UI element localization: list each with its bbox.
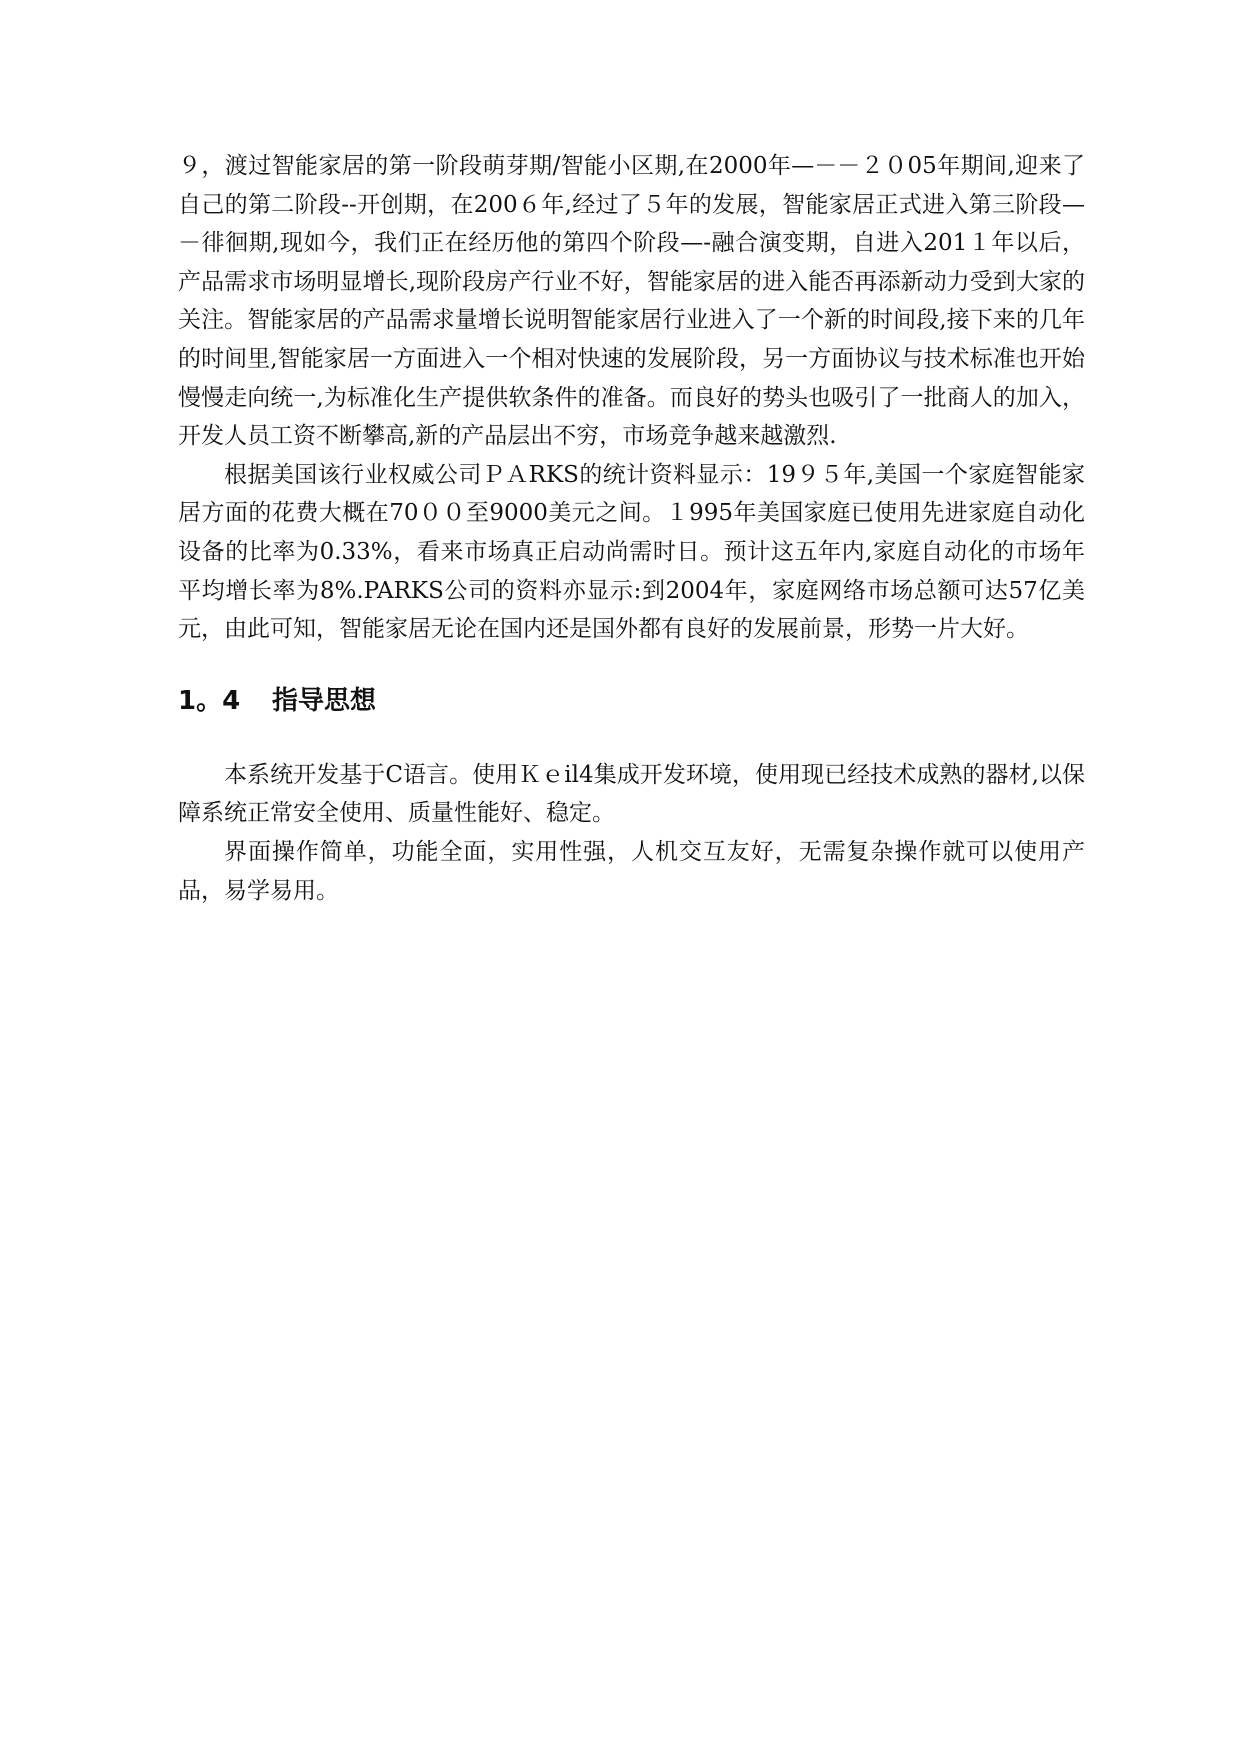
paragraph-interface-description: 界面操作简单，功能全面，实用性强，人机交互友好，无需复杂操作就可以使用产品，易学易用。 (178, 838, 1085, 904)
paragraph-development-basis: 本系统开发基于C语言。使用Ｋｅil4集成开发环境，使用现已经技术成熟的器材,以保障系统正常安全使用、质量性能好、稳定。 (178, 761, 1085, 827)
section-title: 指导思想 (272, 685, 377, 716)
paragraph-parks-statistics: 根据美国该行业权威公司ＰＡRKS的统计资料显示：19９５年,美国一个家庭智能家居方面的花费大概在70００至9000美元之间。１995年美国家庭已使用先进家庭自动化设备的比率为0.33%，看来市场真正启动尚需时日。预计这五年内,家庭自动化的市场年平均增长率为8%.PARKS公司的资料亦显示:到2004年，家庭网络市场总额可达57亿美元，由此可知，智能家居无论在国内还是国外都有良好的发展前景，形势一片大好。 (178, 461, 1085, 643)
paragraph-smart-home-history: ９，渡过智能家居的第一阶段萌芽期/智能小区期,在2000年—－－２０05年期间,迎来了自己的第二阶段--开创期，在200６年,经过了５年的发展，智能家居正式进入第三阶段—－徘徊期,现如今，我们正在经历他的第四个阶段—-融合演变期，自进入201１年以后，产品需求市场明显增长,现阶段房产行业不好，智能家居的进入能否再添新动力受到大家的关注。智能家居的产品需求量增长说明智能家居行业进入了一个新的时间段,接下来的几年的时间里,智能家居一方面进入一个相对快速的发展阶段，另一方面协议与技术标准也开始慢慢走向统一,为标准化生产提供软条件的准备。而良好的势头也吸引了一批商人的加入，开发人员工资不断攀高,新的产品层出不穷，市场竞争越来越激烈. (178, 153, 1085, 450)
section-heading (178, 671, 1085, 756)
section-number: 1。4 (178, 685, 241, 716)
document-body (178, 147, 1085, 910)
